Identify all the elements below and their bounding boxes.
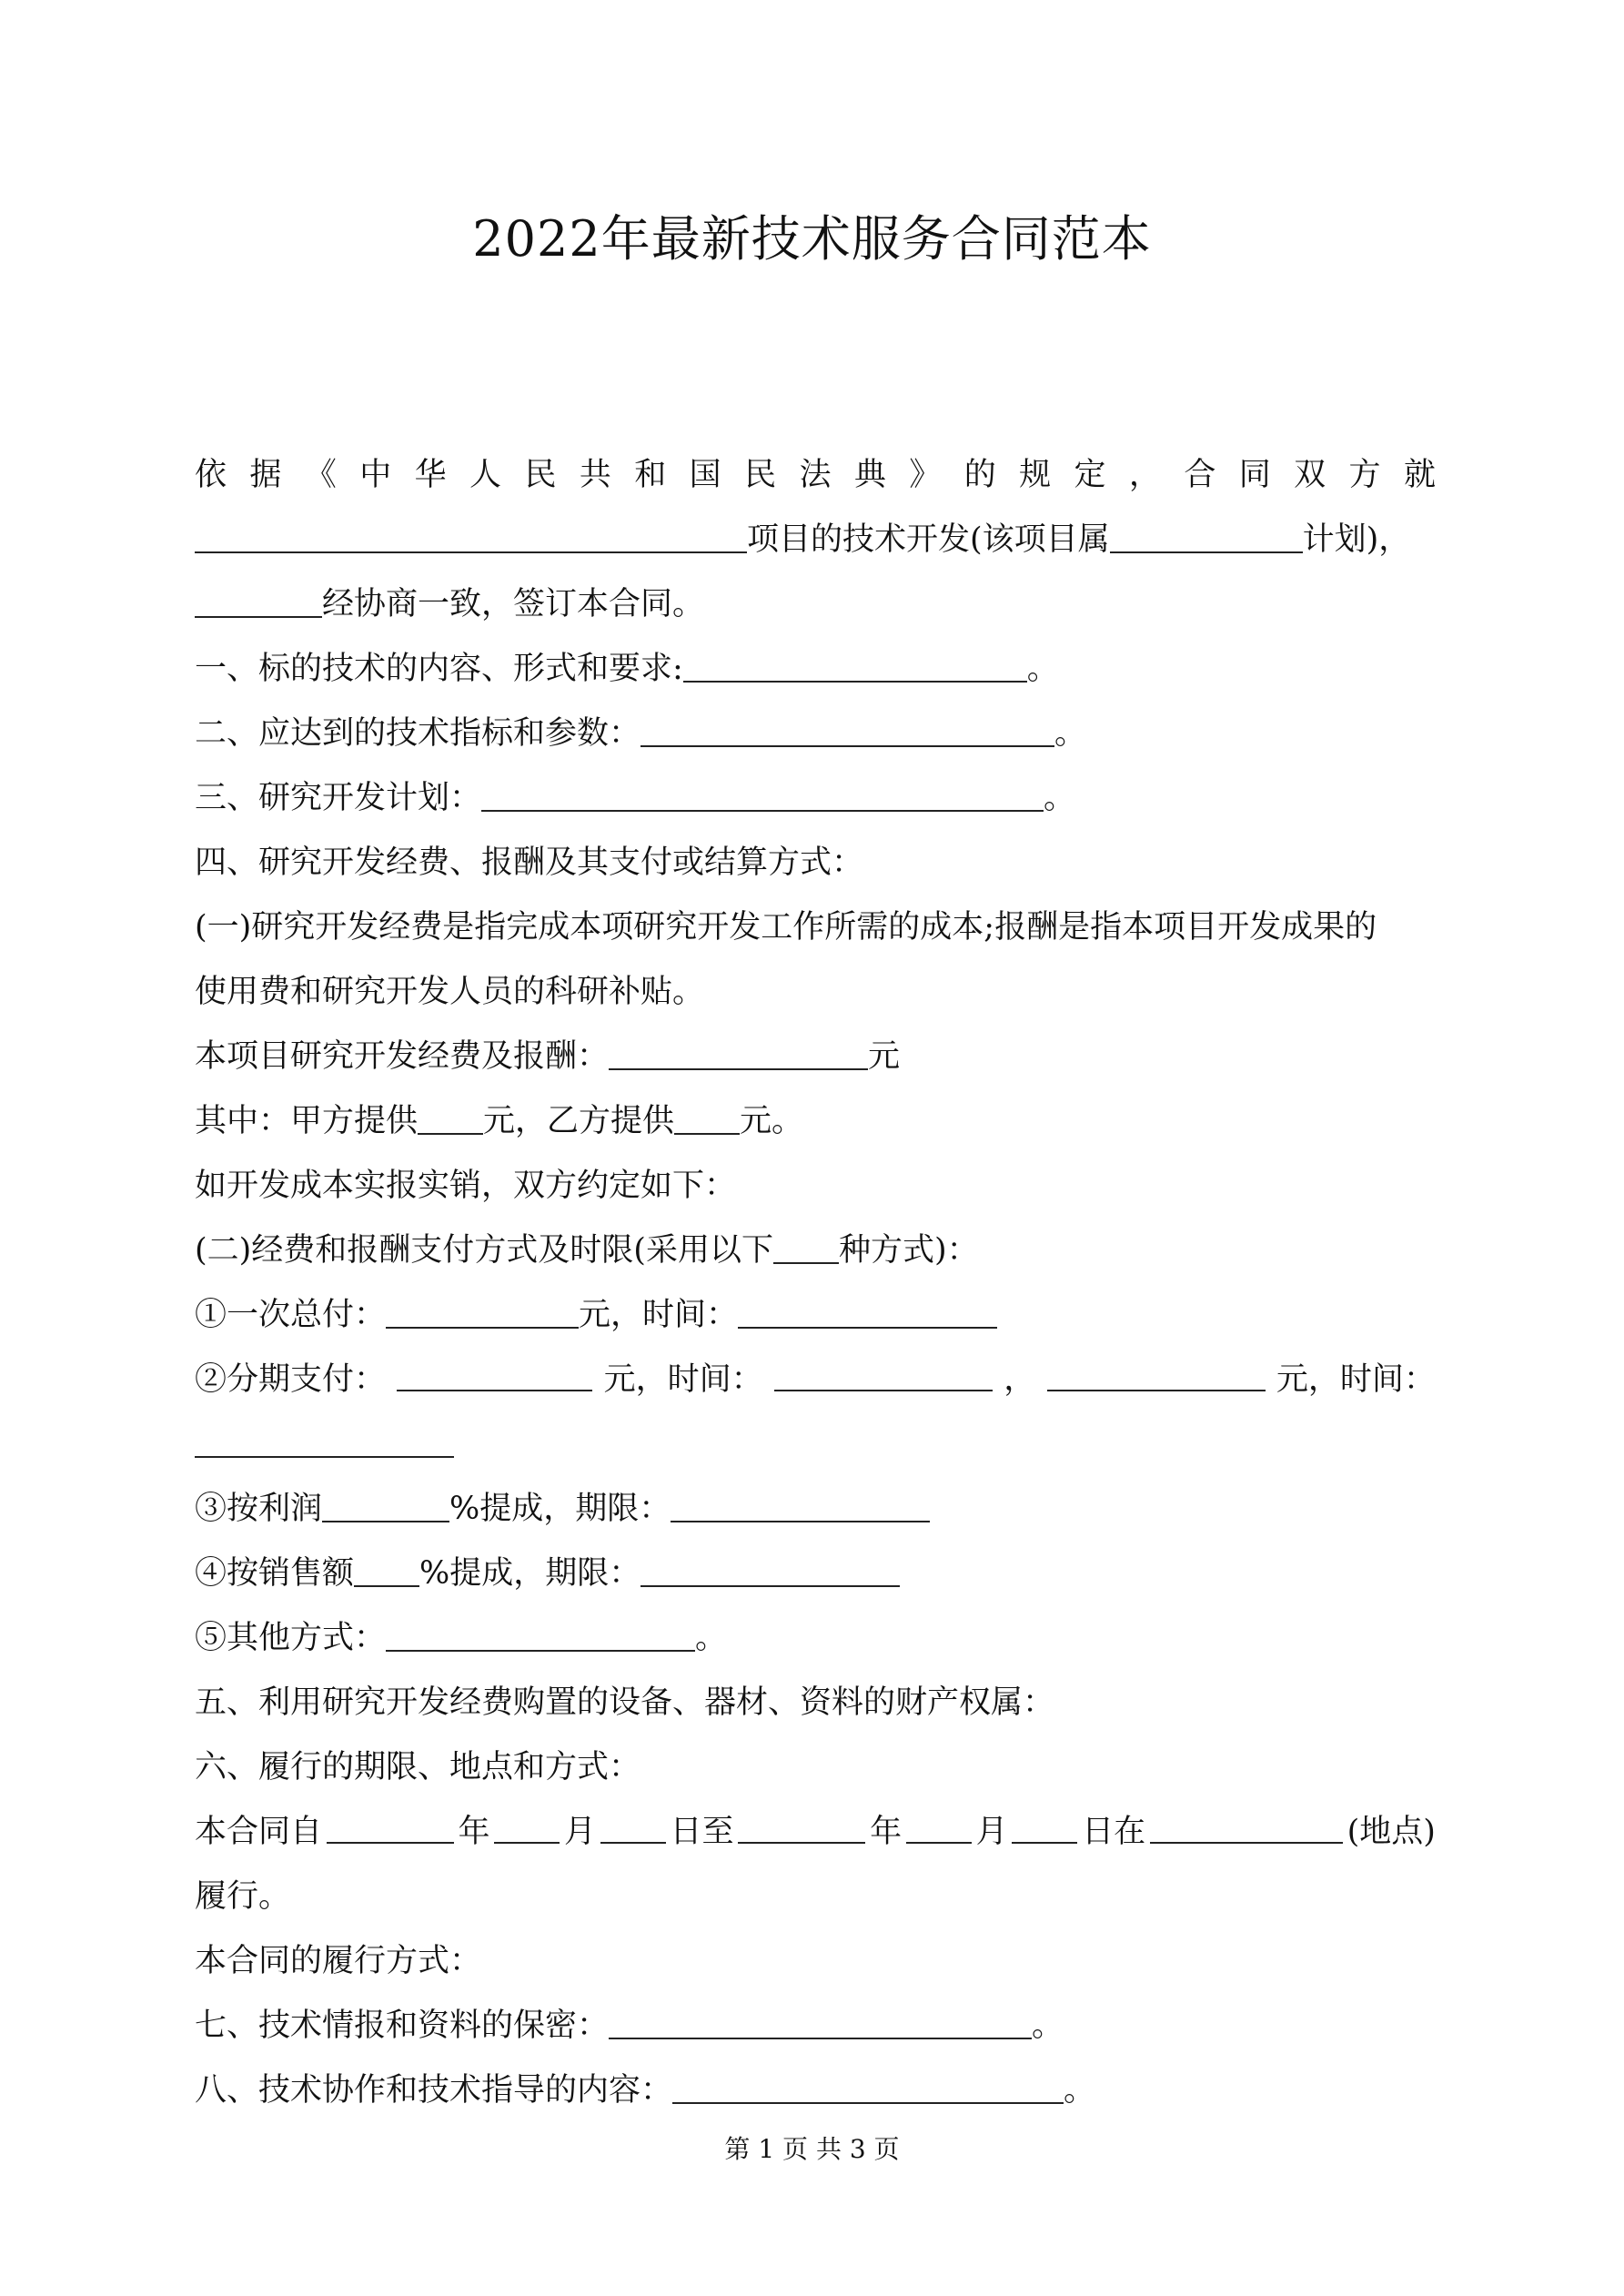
option-4: ④按销售额 %提成，期限：: [195, 1542, 1436, 1606]
option-3: ③按利润 %提成，期限：: [195, 1477, 1436, 1542]
blank-plan: [1110, 510, 1303, 553]
blank-opt5: [386, 1608, 695, 1652]
document-title: 2022年最新技术服务合同范本: [472, 210, 1152, 268]
blank-location: [1150, 1800, 1343, 1844]
document-body: [195, 443, 1436, 2123]
blank-party: [195, 574, 322, 618]
clause-8: 八、技术协作和技术指导的内容： 。: [195, 2058, 1436, 2123]
clause-4-1-line-1: (一)研究开发经费是指完成本项研究开发工作所需的成本;报酬是指本项目开发成果的: [195, 909, 1377, 946]
intro-line-3: 经协商一致，签订本合同。: [195, 572, 1436, 637]
intro-char: 中: [359, 457, 392, 493]
intro-char: 依: [195, 457, 227, 493]
intro-line-2: 项目的技术开发(该项目属 计划)，: [195, 508, 1436, 572]
clause-1: 一、标的技术的内容、形式和要求: 。: [195, 637, 1436, 702]
blank-start-month: [494, 1800, 560, 1844]
blank-fee: [609, 1027, 868, 1070]
intro-char: 的: [963, 457, 996, 493]
clause-4-heading: 四、研究开发经费、报酬及其支付或结算方式：: [195, 845, 864, 881]
blank-opt2-amount-1: [397, 1348, 592, 1391]
clause-4-2: (二)经费和报酬支付方式及时限(采用以下 种方式)：: [195, 1219, 1436, 1283]
blank-clause-7: [609, 1996, 1032, 2039]
clause-6-method: 本合同的履行方式：: [195, 1943, 482, 1979]
blank-opt2-time-1: [774, 1348, 993, 1391]
option-2: ②分期支付： 元，时间： ， 元，时间：: [195, 1348, 1436, 1412]
blank-party-b: [674, 1091, 740, 1135]
blank-end-month: [906, 1800, 972, 1844]
clause-5: 五、利用研究开发经费购置的设备、器材、资料的财产权属：: [195, 1684, 1055, 1721]
clause-4-1-line-2: 使用费和研究开发人员的科研补贴。: [195, 974, 705, 1010]
reimburse-line: 如开发成本实报实销，双方约定如下：: [195, 1168, 737, 1204]
intro-line-1: [195, 443, 1436, 508]
intro-char: 同: [1238, 457, 1271, 493]
split-line: 其中：甲方提供 元，乙方提供 元。: [195, 1089, 1436, 1154]
blank-opt4-term: [641, 1543, 900, 1587]
blank-clause-3: [481, 768, 1044, 812]
intro-char: 民: [524, 457, 557, 493]
clause-6: 六、履行的期限、地点和方式：: [195, 1749, 641, 1785]
clause-6-perform: 履行。: [195, 1878, 291, 1915]
blank-clause-2: [641, 703, 1054, 747]
intro-char: 方: [1348, 457, 1381, 493]
blank-start-year: [327, 1800, 454, 1844]
clause-6-dates: 本合同自 年 月 日至 年 月 日在 (地点): [195, 1800, 1436, 1865]
blank-method-count: [773, 1220, 839, 1264]
blank-opt3-percent: [322, 1479, 449, 1522]
page-footer: 第 1 页 共 3 页: [724, 2134, 900, 2164]
option-5: ⑤其他方式： 。: [195, 1606, 1436, 1671]
blank-end-day: [1012, 1800, 1077, 1844]
intro-char: 规: [1019, 457, 1052, 493]
blank-start-day: [600, 1800, 666, 1844]
intro-char: 就: [1403, 457, 1436, 493]
clause-7: 七、技术情报和资料的保密： 。: [195, 1994, 1436, 2058]
fee-line: 本项目研究开发经费及报酬： 元: [195, 1025, 1436, 1089]
blank-clause-1: [683, 639, 1027, 683]
intro-char: ，: [1128, 457, 1161, 493]
intro-char: 典: [853, 457, 886, 493]
intro-char: 合: [1184, 457, 1216, 493]
intro-char: 双: [1294, 457, 1326, 493]
intro-char: 据: [249, 457, 282, 493]
intro-char: 定: [1074, 457, 1106, 493]
blank-opt1-amount: [386, 1285, 579, 1329]
intro-char: 民: [744, 457, 777, 493]
intro-char: 华: [414, 457, 447, 493]
blank-opt4-percent: [354, 1543, 419, 1587]
intro-char: 》: [909, 457, 942, 493]
blank-project: [195, 510, 747, 553]
blank-opt2-time-2: [195, 1414, 454, 1458]
intro-char: 《: [304, 457, 337, 493]
blank-opt3-term: [671, 1479, 930, 1522]
option-2-cont: [195, 1412, 1436, 1477]
intro-char: 共: [579, 457, 611, 493]
intro-char: 人: [469, 457, 502, 493]
blank-clause-8: [672, 2060, 1064, 2104]
intro-char: 和: [634, 457, 667, 493]
clause-2: 二、应达到的技术指标和参数： 。: [195, 702, 1436, 766]
option-1: ①一次总付： 元，时间：: [195, 1283, 1436, 1348]
blank-party-a: [418, 1091, 483, 1135]
blank-end-year: [738, 1800, 865, 1844]
clause-3: 三、研究开发计划： 。: [195, 766, 1436, 831]
blank-opt1-time: [738, 1285, 997, 1329]
blank-opt2-amount-2: [1047, 1348, 1266, 1391]
intro-char: 法: [799, 457, 832, 493]
intro-char: 国: [689, 457, 721, 493]
